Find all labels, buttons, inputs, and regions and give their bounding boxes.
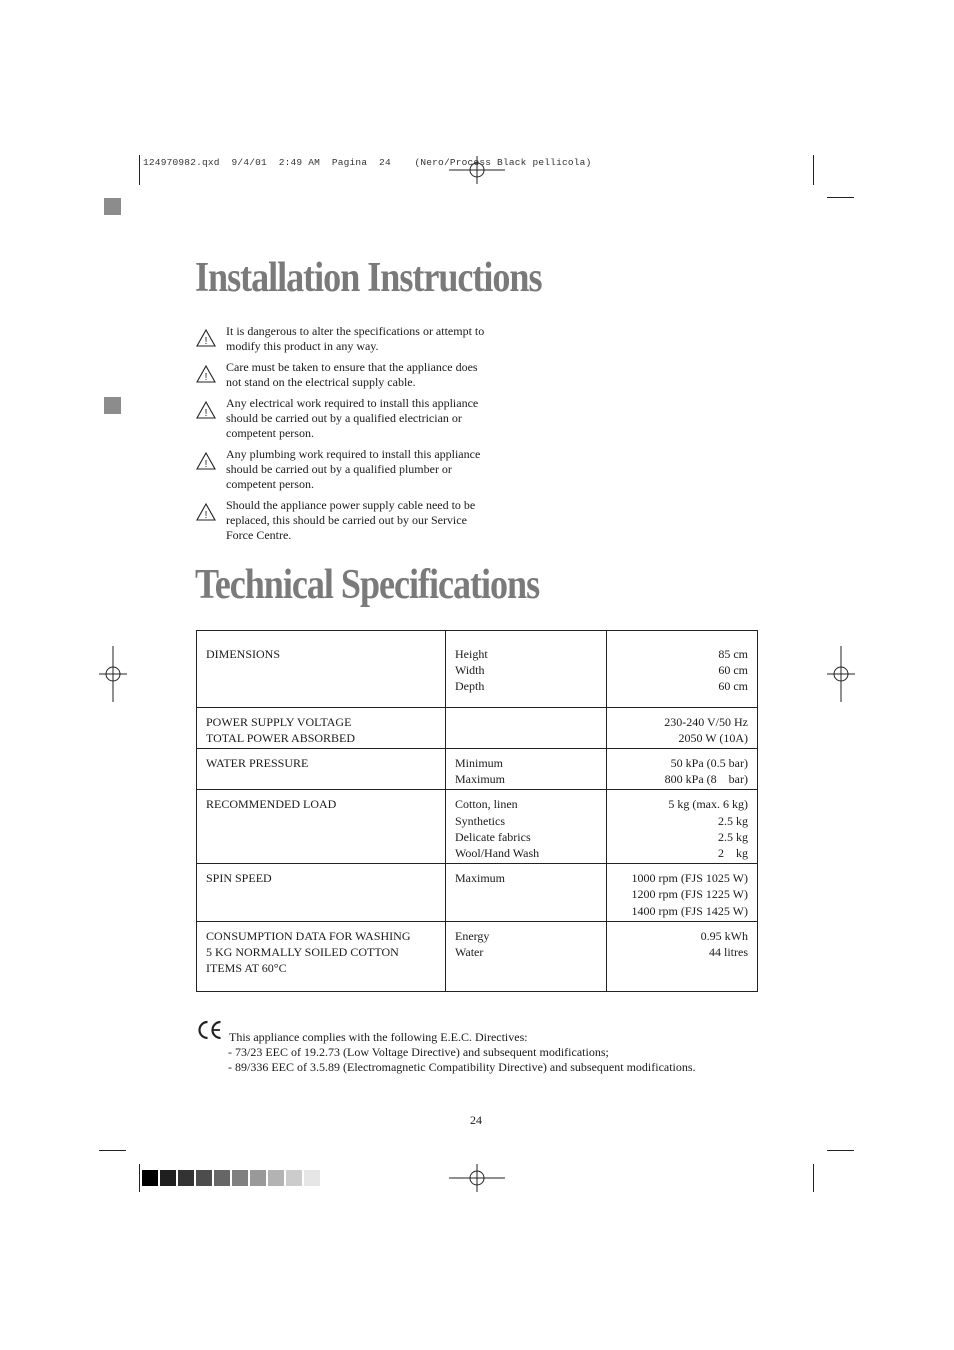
spec-items: Height Width Depth [455,647,488,694]
spec-items: Energy Water [455,928,490,960]
color-swatch [178,1170,194,1186]
color-swatch [268,1170,284,1186]
eec-directives [229,1030,696,1075]
spec-table [196,630,758,992]
warning-triangle-icon [196,503,216,521]
warning-item [196,360,486,390]
spec-label: WATER PRESSURE [206,756,309,771]
print-slug: 124970982.qxd 9/4/01 2:49 AM Pagina 24 (Nero/Process Black pellicola) [143,157,592,168]
warning-text: Any plumbing work required to install this appliance should be carried out by a qualified plumber or competent person. [226,447,481,491]
table-row [197,707,758,748]
warning-text: Any electrical work required to install this appliance should be carried out by a qualified electrician or competent person. [226,396,479,440]
warning-triangle-icon [196,329,216,347]
spec-label: POWER SUPPLY VOLTAGE TOTAL POWER ABSORBED [206,714,356,745]
spec-label: DIMENSIONS [206,647,281,661]
warning-item [196,447,486,492]
svg-text:!: ! [204,459,208,470]
spec-values: 85 cm 60 cm 60 cm [718,647,748,694]
warning-item [196,324,486,354]
spec-items: Maximum [455,871,505,886]
warning-item [196,396,486,441]
eec-directive-emc: - 89/336 EEC of 3.5.89 (Electromagnetic Compatibility Directive) and subsequent modifications. [228,1060,696,1074]
warning-text: Care must be taken to ensure that the appliance does not stand on the electrical supply cable. [226,360,478,389]
warning-list [196,324,486,549]
color-swatch [250,1170,266,1186]
technical-title: Technical Specifications [195,562,540,608]
marker-square [104,198,121,215]
spec-items: Minimum Maximum [455,756,505,787]
crop-mark [139,155,140,185]
svg-text:!: ! [204,336,208,347]
table-row [197,631,758,708]
warning-item [196,498,486,543]
spec-label: RECOMMENDED LOAD [206,797,337,812]
crop-mark [813,1164,814,1192]
spec-items: Cotton, linen Synthetics Delicate fabrics Wool/Hand Wash [455,797,540,861]
color-swatch [286,1170,302,1186]
eec-intro: This appliance complies with the following E.E.C. Directives: [229,1030,528,1044]
installation-title: Installation Instructions [195,255,542,301]
color-swatch [214,1170,230,1186]
warning-text: It is dangerous to alter the specifications or attempt to modify this product in any way. [226,324,485,353]
ce-mark-icon [197,1019,223,1041]
warning-triangle-icon [196,401,216,419]
warning-triangle-icon [196,452,216,470]
color-swatch [304,1170,320,1186]
registration-mark-top [449,142,505,198]
registration-mark-right [813,646,869,702]
spec-values: 50 kPa (0.5 bar) 800 kPa (8 bar) [664,756,748,787]
svg-text:!: ! [204,510,208,521]
table-row [197,749,758,790]
color-swatch [142,1170,158,1186]
spec-values: 1000 rpm (FJS 1025 W) 1200 rpm (FJS 1225 W) 1400 rpm (FJS 1425 W) [631,871,748,918]
spec-values: 0.95 kWh 44 litres [700,928,748,960]
spec-label: SPIN SPEED [206,871,272,886]
registration-mark-bottom [449,1150,505,1206]
crop-mark [139,1164,140,1192]
crop-mark [813,155,814,185]
crop-mark [99,1150,126,1151]
table-row [197,790,758,864]
crop-mark [827,1150,854,1151]
eec-directive-low-voltage: - 73/23 EEC of 19.2.73 (Low Voltage Directive) and subsequent modifications; [228,1045,609,1059]
warning-triangle-icon [196,365,216,383]
marker-square [104,397,121,414]
table-row [197,921,758,992]
spec-label: CONSUMPTION DATA FOR WASHING 5 KG NORMALLY SOILED COTTON ITEMS AT 60°C [206,928,411,976]
color-swatch [232,1170,248,1186]
table-row [197,864,758,922]
color-swatch [196,1170,212,1186]
color-swatch [160,1170,176,1186]
spec-values: 5 kg (max. 6 kg) 2.5 kg 2.5 kg 2 kg [668,797,748,861]
svg-text:!: ! [204,372,208,383]
page-number: 24 [470,1113,482,1127]
spec-values: 230-240 V/50 Hz 2050 W (10A) [664,714,748,745]
warning-text: Should the appliance power supply cable need to be replaced, this should be carried out by our Service Force Centre. [226,498,476,542]
registration-mark-left [85,646,141,702]
svg-text:!: ! [204,408,208,419]
crop-mark [827,197,854,198]
